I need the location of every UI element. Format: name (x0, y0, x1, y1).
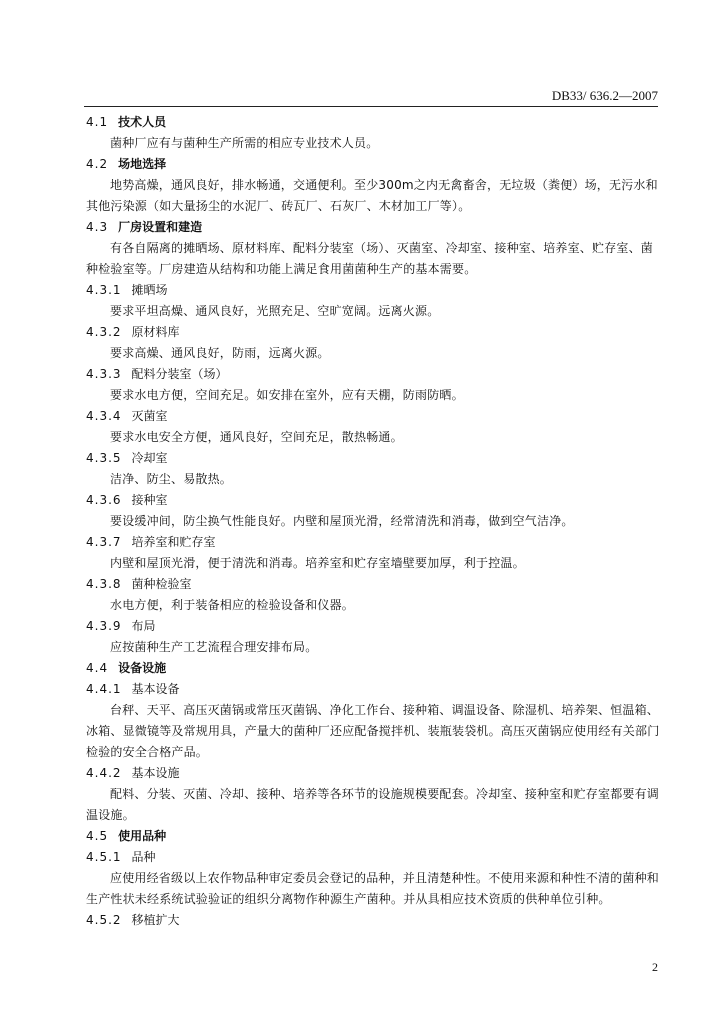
section-heading-4-2 (86, 154, 660, 175)
section-number: 4.4 (86, 661, 109, 675)
section-heading-4-3-4 (86, 406, 660, 427)
section-title: 基本设备 (131, 682, 180, 696)
section-heading-4-3-8 (86, 574, 660, 595)
section-title: 培养室和贮存室 (131, 535, 216, 549)
section-number: 4.3.1 (86, 283, 122, 297)
section-title: 场地选择 (118, 157, 167, 171)
section-number: 4.4.1 (86, 682, 122, 696)
section-heading-4-4-1 (86, 679, 660, 700)
section-text-4-3: 有各自隔离的摊晒场、原材料库、配料分装室（场）、灭菌室、冷却室、接种室、培养室、贮存室、菌种检验室等。厂房建造从结构和功能上满足食用菌菌种生产的基本需要。 (86, 241, 654, 276)
section-number: 4.3.9 (86, 619, 122, 633)
section-title: 技术人员 (118, 115, 167, 129)
document-code: DB33/ 636.2—2007 (551, 88, 658, 103)
section-text-4-3-2: 要求高燥、通风良好，防雨，远离火源。 (110, 346, 330, 360)
section-title: 品种 (131, 850, 156, 864)
section-number: 4.5.2 (86, 913, 122, 927)
section-number: 4.3.2 (86, 325, 122, 339)
section-heading-4-4 (86, 658, 660, 679)
section-title: 移植扩大 (131, 913, 180, 927)
section-number: 4.3.4 (86, 409, 122, 423)
section-text-4-3-7: 内壁和屋顶光滑，便于清洗和消毒。培养室和贮存室墙壁要加厚，利于控温。 (110, 556, 525, 570)
section-text-4-3-5: 洁净、防尘、易散热。 (110, 472, 233, 486)
section-heading-4-4-2 (86, 763, 660, 784)
section-text-4-4-2: 配料、分装、灭菌、冷却、接种、培养等各环节的设施规模要配套。冷却室、接种室和贮存室都要有调温设施。 (86, 787, 660, 822)
section-number: 4.3.5 (86, 451, 122, 465)
section-title: 原材料库 (131, 325, 180, 339)
section-text-4-5-1: 应使用经省级以上农作物品种审定委员会登记的品种，并且清楚种性。不使用来源和种性不清的菌种和生产性状未经系统试验验证的组织分离物作种源生产菌种。并从具相应技术资质的供种单位引种。 (86, 871, 660, 906)
section-title: 冷却室 (131, 451, 168, 465)
section-text-4-3-3: 要求水电方便，空间充足。如安排在室外，应有天棚，防雨防晒。 (110, 388, 464, 402)
section-heading-4-5 (86, 826, 660, 847)
section-title: 布局 (131, 619, 156, 633)
section-text-4-3-6: 要设缓冲间，防尘换气性能良好。内壁和屋顶光滑，经常清洗和消毒，做到空气洁净。 (110, 514, 574, 528)
section-text-4-2: 地势高燥，通风良好，排水畅通，交通便利。至少300m之内无禽畜舍，无垃圾（粪便）场，无污水和其他污染源（如大量扬尘的水泥厂、砖瓦厂、石灰厂、木材加工厂等）。 (86, 178, 658, 213)
section-text-4-3-4: 要求水电安全方便，通风良好，空间充足，散热畅通。 (110, 430, 403, 444)
section-number: 4.1 (86, 115, 109, 129)
section-number: 4.4.2 (86, 766, 122, 780)
section-heading-4-3-1 (86, 280, 660, 301)
section-heading-4-3-5 (86, 448, 660, 469)
section-title: 摊晒场 (131, 283, 168, 297)
section-text-4-3-1: 要求平坦高燥、通风良好，光照充足、空旷宽阔。远离火源。 (110, 304, 440, 318)
section-title: 基本设施 (131, 766, 180, 780)
section-heading-4-3-9 (86, 616, 660, 637)
section-heading-4-5-1 (86, 847, 660, 868)
section-number: 4.5 (86, 829, 109, 843)
section-text-4-3-9: 应按菌种生产工艺流程合理安排布局。 (110, 640, 318, 654)
header-divider (84, 106, 658, 107)
section-title: 接种室 (131, 493, 168, 507)
section-number: 4.3.8 (86, 577, 122, 591)
section-text-4-3-8: 水电方便，利于装备相应的检验设备和仪器。 (110, 598, 355, 612)
section-heading-4-3-2 (86, 322, 660, 343)
section-heading-4-3-7 (86, 532, 660, 553)
document-body (86, 112, 660, 931)
section-number: 4.3.6 (86, 493, 122, 507)
section-heading-4-3-6 (86, 490, 660, 511)
section-number: 4.3.3 (86, 367, 122, 381)
section-number: 4.5.1 (86, 850, 122, 864)
section-text-4-1: 菌种厂应有与菌种生产所需的相应专业技术人员。 (110, 136, 379, 150)
section-number: 4.3.7 (86, 535, 122, 549)
section-title: 使用品种 (118, 829, 167, 843)
page-number: 2 (652, 960, 658, 974)
section-title: 菌种检验室 (131, 577, 192, 591)
section-number: 4.2 (86, 157, 109, 171)
section-title: 设备设施 (118, 661, 167, 675)
section-heading-4-3-3 (86, 364, 660, 385)
section-heading-4-1 (86, 112, 660, 133)
section-title: 灭菌室 (131, 409, 168, 423)
section-heading-4-3 (86, 217, 660, 238)
section-title: 配料分装室（场） (131, 367, 228, 381)
section-number: 4.3 (86, 220, 109, 234)
section-title: 厂房设置和建造 (118, 220, 203, 234)
section-text-4-4-1: 台秤、天平、高压灭菌锅或常压灭菌锅、净化工作台、接种箱、调温设备、除湿机、培养架、恒温箱、冰箱、显微镜等及常规用具，产量大的菌种厂还应配备搅拌机、装瓶装袋机。高压灭菌锅应使用经有关部门检验的安全合格产品。 (86, 703, 660, 759)
section-heading-4-5-2 (86, 910, 660, 931)
